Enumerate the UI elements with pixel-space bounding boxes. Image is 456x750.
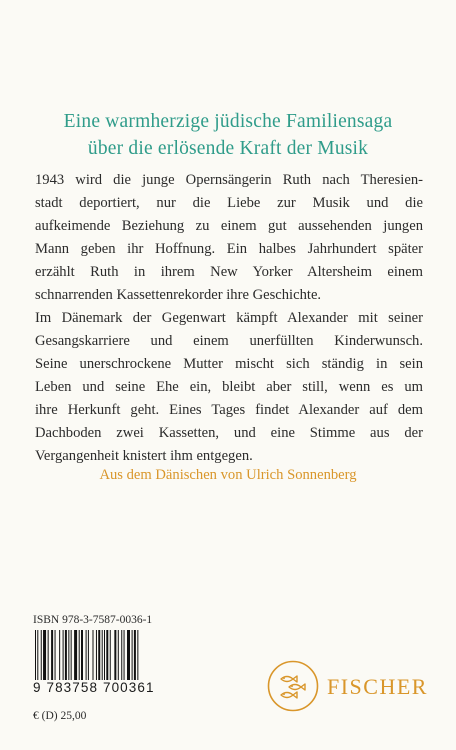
price: € (D) 25,00 — [33, 710, 87, 722]
blurb-paragraph-2 — [35, 307, 423, 468]
isbn: ISBN 978-3-7587-0036-1 — [33, 614, 153, 626]
blurb-paragraph-1 — [35, 169, 423, 307]
publisher-name: FISCHER — [327, 674, 428, 699]
blurb-line: Leben und seine Ehe ein, bleibt aber still, wenn es um — [35, 379, 423, 395]
blurb-line: stadt deportiert, nur die Liebe zur Musik und die — [35, 195, 423, 211]
blurb-line: Mann geben ihr Hoffnung. Ein halbes Jahrhundert später — [35, 241, 423, 257]
fischer-fish-icon — [267, 660, 319, 712]
blurb-line: Dachboden zwei Kassetten, und eine Stimme aus der — [35, 425, 423, 441]
barcode-number: 9 783758 700361 — [33, 680, 155, 695]
blurb-line: aufkeimende Beziehung zu einem gut aussehenden jungen — [35, 218, 423, 234]
blurb-line: schnarrenden Kassettenrekorder ihre Geschichte. — [35, 287, 322, 303]
blurb-line: Vergangenheit knistert ihm entgegen. — [35, 448, 253, 464]
blurb-line: ihre Herkunft geht. Eines Tages findet Alexander auf dem — [35, 402, 423, 418]
blurb-line: Gesangskarriere und einem unerfüllten Kinderwunsch. — [35, 333, 423, 349]
translator-credit: Aus dem Dänischen von Ulrich Sonnenberg — [99, 467, 357, 483]
publisher-logo — [267, 660, 437, 716]
barcode — [33, 630, 183, 680]
tagline — [0, 108, 456, 162]
blurb-line: Im Dänemark der Gegenwart kämpft Alexander mit seiner — [35, 310, 423, 326]
tagline-line-1: Eine warmherzige jüdische Familiensaga — [63, 111, 393, 132]
tagline-line-2: über die erlösende Kraft der Musik — [87, 138, 369, 159]
blurb-line: 1943 wird die junge Opernsängerin Ruth nach Theresien- — [35, 172, 423, 188]
blurb-line: erzählt Ruth in ihrem New Yorker Altersheim einem — [35, 264, 423, 280]
barcode-bars — [33, 630, 183, 680]
blurb-line: Seine unerschrockene Mutter mischt sich ständig in sein — [35, 356, 423, 372]
